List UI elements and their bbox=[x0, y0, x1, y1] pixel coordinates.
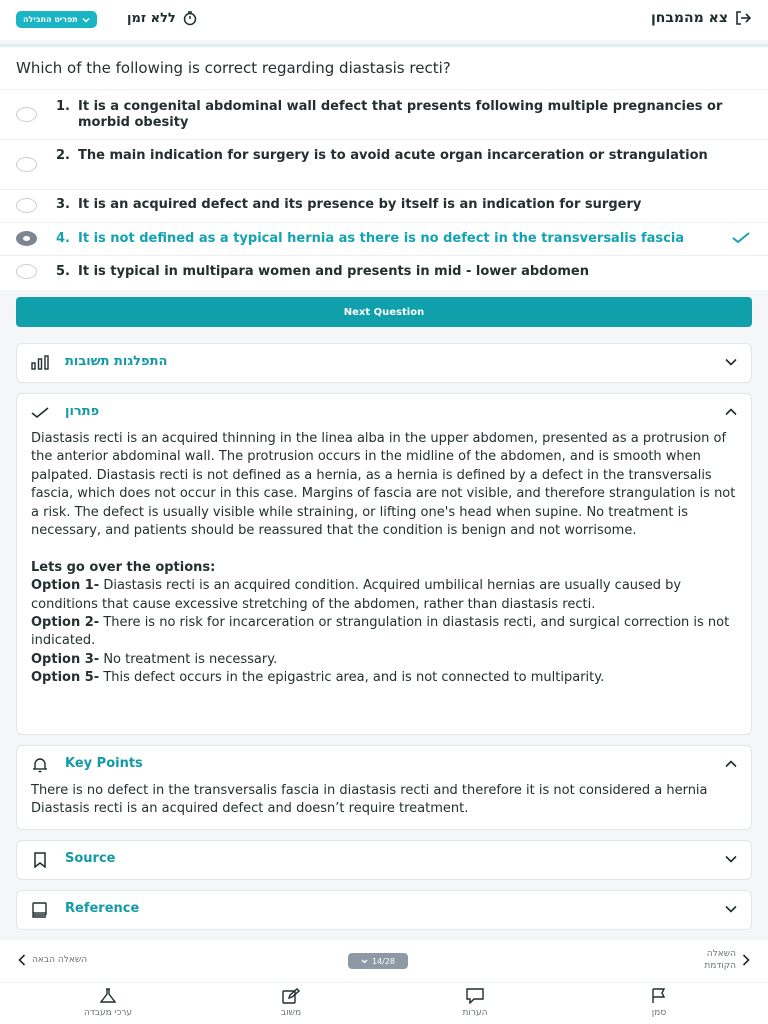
question-counter-dropdown[interactable] bbox=[348, 953, 408, 969]
next-question-nav[interactable] bbox=[18, 954, 87, 966]
question-text: Which of the following is correct regarding diastasis recti? bbox=[16, 59, 451, 77]
check-icon bbox=[31, 405, 49, 421]
chevron-down-icon bbox=[82, 17, 90, 23]
correct-check-icon bbox=[732, 232, 750, 244]
radio-button-selected[interactable] bbox=[16, 231, 37, 246]
section-header[interactable] bbox=[17, 891, 751, 929]
option-note: Option 2- There is no risk for incarceration or strangulation in diastasis recti, and surgical correction is not indicated. bbox=[31, 615, 730, 649]
section-title: Source bbox=[65, 851, 116, 866]
chevron-right-icon bbox=[742, 954, 750, 966]
option-number: 2. bbox=[56, 148, 70, 163]
solution-body bbox=[31, 430, 741, 688]
reference-section[interactable] bbox=[16, 890, 752, 930]
options-heading: Lets go over the options: bbox=[31, 559, 216, 575]
radio-button[interactable] bbox=[16, 157, 37, 172]
chevron-down-icon bbox=[361, 959, 368, 964]
bell-icon bbox=[31, 757, 49, 773]
nav-lab-values[interactable] bbox=[68, 988, 148, 1018]
bookmark-icon bbox=[31, 852, 49, 868]
nav-label: סמן bbox=[651, 1008, 667, 1018]
section-header[interactable] bbox=[17, 394, 751, 432]
flag-icon bbox=[650, 988, 668, 1004]
exit-icon bbox=[734, 9, 752, 27]
question-panel bbox=[0, 47, 768, 290]
stopwatch-icon bbox=[182, 10, 198, 26]
answer-option-2[interactable] bbox=[0, 139, 768, 189]
flask-icon bbox=[99, 988, 117, 1004]
option-note: Option 3- No treatment is necessary. bbox=[31, 651, 278, 667]
section-title: פתרון bbox=[65, 404, 100, 419]
nav-feedback[interactable] bbox=[251, 988, 331, 1018]
radio-button[interactable] bbox=[16, 107, 37, 122]
radio-button[interactable] bbox=[16, 198, 37, 213]
solution-section bbox=[16, 393, 752, 735]
section-title: התפלגות תשובות bbox=[65, 354, 168, 369]
option-note: Option 5- This defect occurs in the epigastric area, and is not connected to multiparity. bbox=[31, 670, 605, 686]
option-label: It is a congenital abdominal wall defect that presents following multiple pregnancies or morbid obesity bbox=[78, 99, 723, 130]
nav-label: הערות bbox=[462, 1008, 488, 1018]
nav-notes[interactable] bbox=[435, 988, 515, 1018]
exit-exam-button[interactable] bbox=[651, 9, 752, 27]
section-header[interactable] bbox=[17, 841, 751, 879]
section-title: Reference bbox=[65, 901, 140, 916]
timer-label: ללא זמן bbox=[127, 10, 176, 26]
solution-explanation: Diastasis recti is an acquired thinning in the linea alba in the upper abdomen, presented as a protrusion of the anterior abdominal wall. The protrusion occurs in the midline of the abdomen, and is smooth when palpated. Diastasis recti is not defined as a hernia, as a hernia is defined by a defect in the transversalis fascia, which does not occur in this case. Margins of fascia are not visible, and therefore strangulation is not a risk. The defect is usually visible while straining, or lifting one's head when supine. No treatment is necessary, and patients should be reassured that the condition is benign and not worrisome. bbox=[31, 431, 736, 539]
option-number: 4. bbox=[56, 231, 70, 246]
option-label: It is an acquired defect and its presence by itself is an indication for surgery bbox=[78, 197, 642, 212]
option-note: Option 1- Diastasis recti is an acquired condition. Acquired umbilical hernias are usually caused by conditions that cause excessive stretching of the abdomen, rather than diastasis recti. bbox=[31, 578, 682, 612]
previous-question-nav[interactable] bbox=[704, 948, 750, 972]
section-header[interactable] bbox=[17, 344, 751, 382]
option-number: 3. bbox=[56, 197, 70, 212]
previous-question-label-line1: השאלה bbox=[706, 949, 736, 959]
nav-label: ערכי מעבדה bbox=[83, 1008, 133, 1018]
key-points-body: There is no defect in the transversalis fascia in diastasis recti and therefore it is not considered a hernia Diastasis recti is an acquired defect and doesn’t require treatment. bbox=[31, 783, 708, 817]
book-icon bbox=[31, 902, 49, 918]
comment-icon bbox=[466, 988, 484, 1004]
chevron-down-icon bbox=[725, 905, 737, 913]
chevron-up-icon bbox=[725, 760, 737, 768]
section-header[interactable] bbox=[17, 746, 751, 784]
nav-label: משוב bbox=[280, 1008, 302, 1018]
answer-option-1[interactable] bbox=[0, 89, 768, 139]
section-title: Key Points bbox=[65, 756, 143, 771]
timer bbox=[127, 10, 198, 26]
bar-chart-icon bbox=[31, 355, 49, 371]
answer-option-3[interactable] bbox=[0, 189, 768, 222]
top-bar bbox=[0, 0, 768, 40]
option-label: It is not defined as a typical hernia as there is no defect in the transversalis fascia bbox=[78, 231, 685, 246]
previous-question-label-line2: הקודמת bbox=[704, 961, 736, 971]
next-question-button[interactable]: Next Question bbox=[16, 297, 752, 327]
option-number: 5. bbox=[56, 264, 70, 279]
chevron-down-icon bbox=[725, 358, 737, 366]
divider bbox=[0, 982, 768, 983]
key-points-section bbox=[16, 745, 752, 830]
option-label: The main indication for surgery is to avoid acute organ incarceration or strangulation bbox=[78, 148, 708, 163]
package-menu-label: תפריט החבילה bbox=[23, 15, 78, 24]
source-section[interactable] bbox=[16, 840, 752, 880]
question-counter: 14/28 bbox=[371, 956, 396, 966]
chevron-down-icon bbox=[725, 855, 737, 863]
edit-icon bbox=[282, 988, 300, 1004]
exit-exam-label: צא מהמבחן bbox=[650, 10, 728, 26]
chevron-up-icon bbox=[725, 408, 737, 416]
option-number: 1. bbox=[56, 99, 70, 114]
answer-option-4[interactable] bbox=[0, 222, 768, 255]
package-menu-button[interactable] bbox=[16, 11, 97, 28]
answer-option-5[interactable] bbox=[0, 255, 768, 290]
option-label: It is typical in multipara women and presents in mid - lower abdomen bbox=[78, 264, 589, 279]
chevron-left-icon bbox=[18, 954, 26, 966]
nav-flag[interactable] bbox=[619, 988, 699, 1018]
answer-distribution-section[interactable] bbox=[16, 343, 752, 383]
radio-button[interactable] bbox=[16, 264, 37, 279]
next-question-nav-label: השאלה הבאה bbox=[32, 955, 88, 965]
